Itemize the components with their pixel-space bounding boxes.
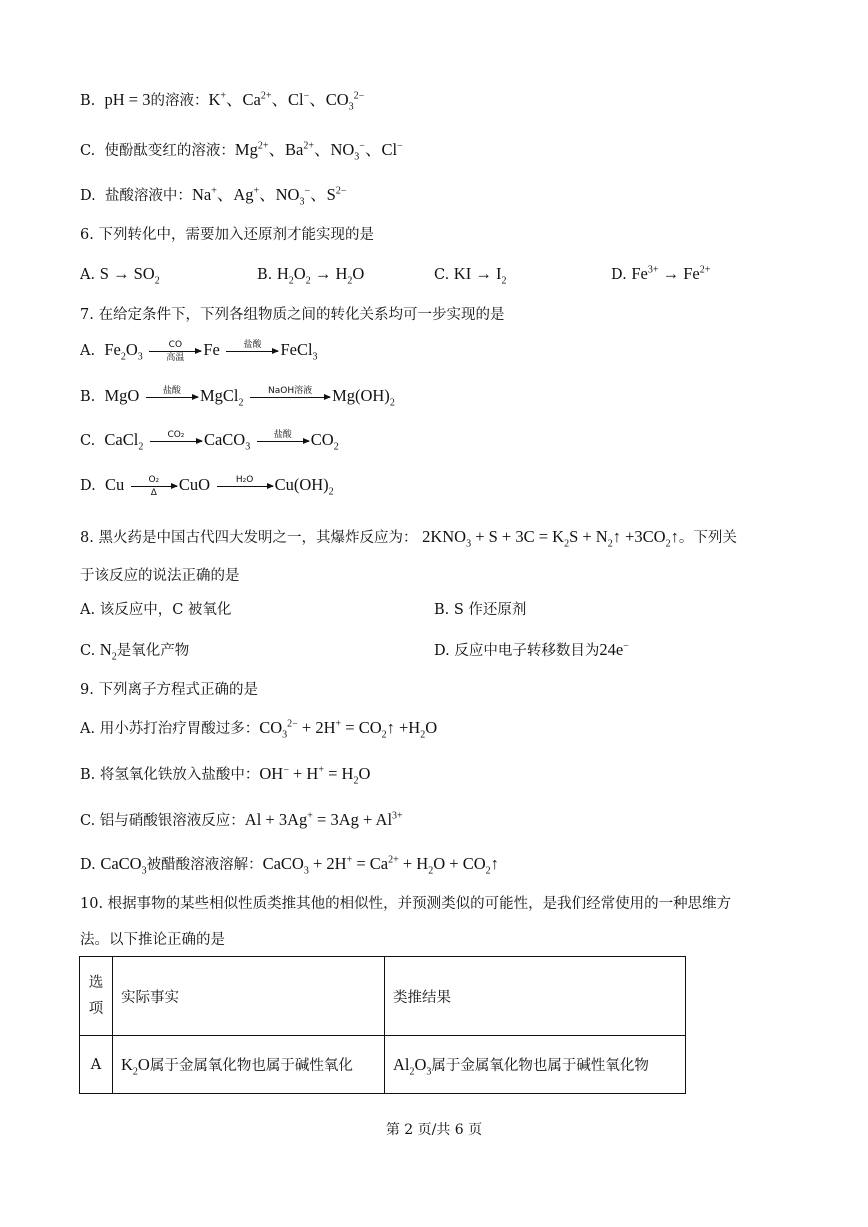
q6-stem: 6. 下列转化中，需要加入还原剂才能实现的是 (80, 227, 374, 243)
q8-option-a: A. 该反应中，C 被氧化 (80, 602, 232, 618)
q9-option-c: C. 铝与硝酸银溶液反应：$Al + 3Ag^+ = 3Ag + Al^{3+}$ (80, 810, 403, 829)
q7-option-a: A. $Fe_2O_3$ CO 高温 Fe 盐酸 FeCl$_3$ (80, 339, 318, 363)
arrow-co2: CO₂ (150, 430, 202, 453)
q8-option-b: B. S 作还原剂 (434, 602, 527, 618)
header-option: 选 项 (80, 957, 113, 1036)
q8-stem: 8. 黑火药是中国古代四大发明之一，其爆炸反应为： $2KNO_3 + S + 3C = K_2S$ + $N_2↑$ $+3CO_2↑$。下列关 (80, 527, 737, 550)
arrow-hcl: 盐酸 (226, 340, 278, 363)
q7-option-c: C. CaCl$_2$ CO₂ CaCO$_3$ 盐酸 $CO_2$ (80, 429, 339, 453)
blackpowder-equation: $2KNO_3 + S + 3C = K_2S$ + $N_2↑$ $+3CO_2↑$ (422, 527, 679, 550)
arrow-naoh: NaOH溶液 (250, 386, 330, 409)
q9-option-a: A. 用小苏打治疗胃酸过多：$CO_3^{2-} + 2H^+$ = $CO_2↑ +H_2O$ (80, 718, 438, 741)
table-header-row (80, 957, 686, 1036)
row-result: $Al_2O_3$属于金属氧化物也属于碱性氧化物 (385, 1036, 686, 1094)
header-fact: 实际事实 (113, 957, 385, 1036)
q10-stem-line2: 法。以下推论正确的是 (80, 932, 225, 948)
q8-option-d: D. 反应中电子转移数目为24e− (434, 640, 629, 659)
q5-option-d: D. 盐酸溶液中：Na+、Ag+、$NO_3^-$、$S^{2-}$ (80, 185, 347, 208)
q6-option-b: B. $H_2O_2 \to H_2O$ (257, 264, 365, 287)
arrow-o2-heat: $\frac{\text{O₂}}{\Delta}$ (131, 475, 177, 498)
q9-option-d: D. CaCO$_3$被醋酸溶液溶解：CaCO$_3$ + $2H^+ = Ca^{2+} + H_2O$ + $CO_2↑$ (80, 854, 499, 877)
q10-table (79, 956, 686, 1094)
q5-option-b: B. pH = 3的溶液：K+、$Ca^{2+}$、Cl−、$CO_3^{2-}$ (80, 90, 365, 113)
q9-stem: 9. 下列离子方程式正确的是 (80, 682, 258, 698)
row-fact: $K_2O$属于金属氧化物也属于碱性氧化 (113, 1036, 385, 1094)
q10-stem-line1: 10. 根据事物的某些相似性质类推其他的相似性，并预测类似的可能性，是我们经常使用的一种思维方 (80, 896, 732, 912)
ph-condition: pH = 3 (104, 90, 151, 109)
arrow-co-high-temp: CO 高温 (149, 340, 201, 363)
row-option: A (80, 1036, 113, 1094)
table-row (80, 1036, 686, 1094)
q6-option-a: A. $S \to SO_2$ (80, 264, 160, 287)
q6-option-d: D. $Fe^{3+} \to Fe^{2+}$ (611, 264, 711, 283)
header-result: 类推结果 (385, 957, 686, 1036)
q6-option-c: C. KI → $I_2$ (434, 264, 507, 287)
q9-option-b: B. 将氢氧化铁放入盐酸中：$OH^- + H^+ = H_2O$ (80, 764, 371, 787)
q8-option-c: C. $N_2$是氧化产物 (80, 640, 190, 663)
page-footer: 第 2 页/共 6 页 (385, 1122, 483, 1138)
arrow-h2o: H₂O (217, 475, 273, 498)
q7-stem: 7. 在给定条件下，下列各组物质之间的转化关系均可一步实现的是 (80, 307, 505, 323)
arrow-hcl: 盐酸 (146, 386, 198, 409)
q8-stem-line2: 于该反应的说法正确的是 (80, 568, 240, 584)
q5-option-c: C. 使酚酞变红的溶液：$Mg^{2+}$、$Ba^{2+}$、$NO_3^-$、Cl− (80, 140, 403, 163)
arrow-hcl: 盐酸 (257, 430, 309, 453)
q7-option-b: B. MgO 盐酸 MgCl$_2$ NaOH溶液 $Mg(OH)_2$ (80, 385, 395, 409)
q7-option-d: D. Cu $\frac{\text{O₂}}{\Delta}$ CuO H₂O $Cu(OH)_2$ (80, 474, 334, 498)
